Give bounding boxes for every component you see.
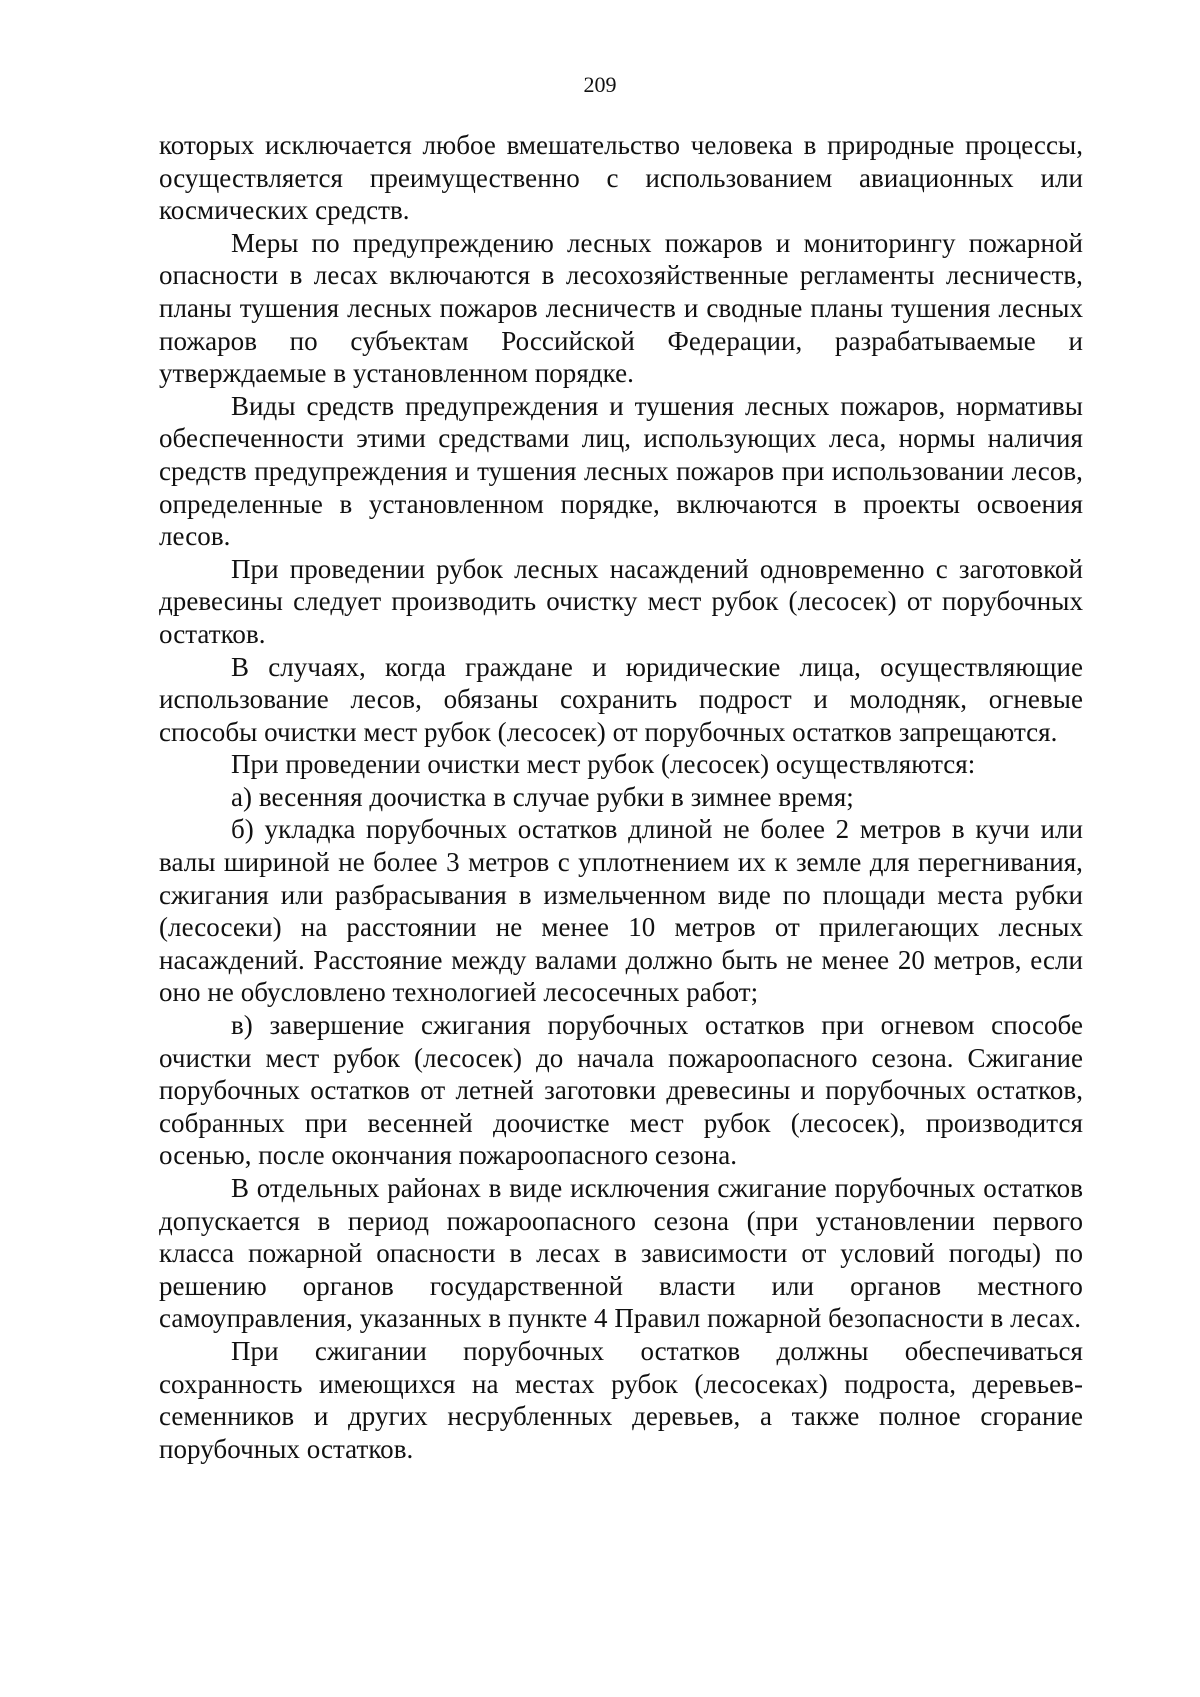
paragraph-burning-prohibition: В случаях, когда граждане и юридические лица, осуществляющие использование лесов, обязаны сохранить подрост и молодняк, огневые способы очистки мест рубок (лесосек) от порубочных остатков запрещаются. <box>159 651 1083 747</box>
list-item-b: б) укладка порубочных остатков длиной не более 2 метров в кучи или валы шириной не более 3 метров с уплотнением их к земле для перегнивания, сжигания или разбрасывания в измельченном виде по площади места рубки (лесосеки) на расстоянии не менее 10 метров от прилегающих лесных насаждений. Расстояние между валами должно быть не менее 20 метров, если оно не обусловлено технологией лесосечных работ; <box>159 814 1083 1008</box>
paragraph-burning-safety: При сжигании порубочных остатков должны обеспечиваться сохранность имеющихся на местах рубок (лесосеках) подроста, деревьев-семенников и других несрубленных деревьев, а также полное сгорание порубочных остатков. <box>159 1335 1083 1464</box>
document-body <box>159 129 1083 1465</box>
list-item-v: в) завершение сжигания порубочных остатков при огневом способе очистки мест рубок (лесосек) до начала пожароопасного сезона. Сжигание порубочных остатков от летней заготовки древесины и порубочных остатков, собранных при весенней доочистке мест рубок (лесосек), производится осенью, после окончания пожароопасного сезона. <box>159 1010 1083 1171</box>
paragraph-cleanup-list-intro: При проведении очистки мест рубок (лесосек) осуществляются: <box>231 749 976 780</box>
paragraph-fire-prevention-measures: Меры по предупреждению лесных пожаров и мониторингу пожарной опасности в лесах включаются в лесохозяйственные регламенты лесничеств, планы тушения лесных пожаров лесничеств и сводные планы тушения лесных пожаров по субъектам Российской Федерации, разрабатываемые и утверждаемые в установленном порядке. <box>159 227 1083 389</box>
paragraph-logging-cleanup: При проведении рубок лесных насаждений одновременно с заготовкой древесины следует производить очистку мест рубок (лесосек) от порубочных остатков. <box>159 553 1083 649</box>
paragraph-continuation: которых исключается любое вмешательство человека в природные процессы, осуществляется преимущественно с использованием авиационных или космических средств. <box>159 130 1083 226</box>
paragraph-regional-exception: В отдельных районах в виде исключения сжигание порубочных остатков допускается в период пожароопасного сезона (при установлении первого класса пожарной опасности в лесах в зависимости от условий погоды) по решению органов государственной власти или органов местного самоуправления, указанных в пункте 4 Правил пожарной безопасности в лесах. <box>159 1173 1083 1334</box>
page-number: 209 <box>583 72 617 97</box>
paragraph-fire-equipment-types: Виды средств предупреждения и тушения лесных пожаров, нормативы обеспеченности этими средствами лиц, использующих леса, нормы наличия средств предупреждения и тушения лесных пожаров при использовании лесов, определенные в установленном порядке, включаются в проекты освоения лесов. <box>159 390 1083 552</box>
list-item-a: а) весенняя доочистка в случае рубки в зимнее время; <box>231 781 854 812</box>
